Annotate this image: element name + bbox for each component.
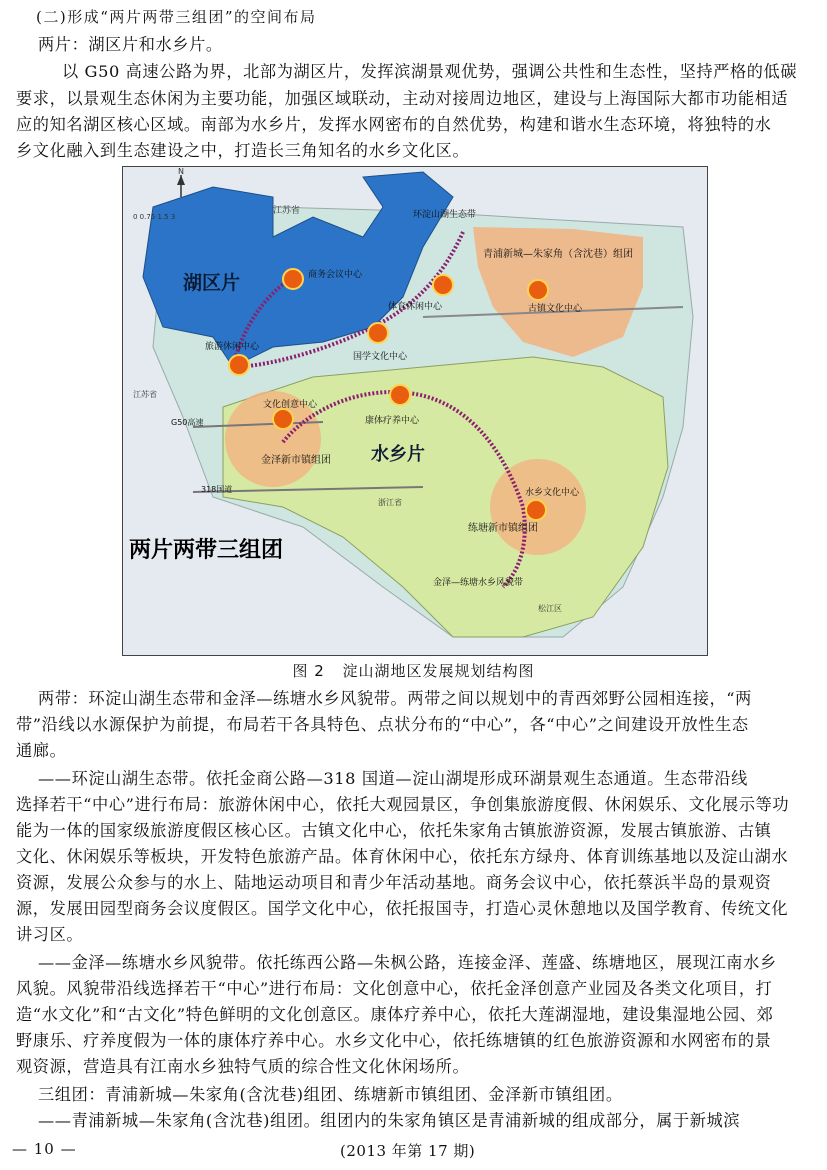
issue-label: (2013 年第 17 期)	[340, 1142, 476, 1160]
center-health	[390, 385, 410, 405]
paragraph-line: 两带：环淀山湖生态带和金泽—练塘水乡风貌带。两带之间以规划中的青西郊野公园相连接，“两	[38, 689, 752, 708]
jinze-group-label: 金泽新市镇组团	[261, 455, 331, 466]
paragraph-line: 能为一体的国家级旅游度假区核心区。古镇文化中心，依托朱家角古镇旅游资源，发展古镇旅游、古镇	[16, 821, 772, 840]
creative-center-label: 文化创意中心	[263, 400, 318, 410]
paragraph-line: 观资源，营造具有江南水乡独特气质的综合性文化休闲场所。	[16, 1057, 470, 1076]
center-creative	[273, 409, 293, 429]
paragraph-line: 乡文化融入到生态建设之中，打造长三角知名的水乡文化区。	[16, 141, 470, 160]
paragraph-line: 风貌。风貌带沿线选择若干“中心”进行布局：文化创意中心，依托金泽创意产业园及各类文化项目，打	[16, 979, 773, 998]
center-watertown	[526, 500, 546, 520]
paragraph-line: 通廊。	[16, 741, 67, 760]
paragraph-line: 两片：湖区片和水乡片。	[38, 35, 223, 54]
songjiang-label: 松江区	[538, 604, 562, 613]
paragraph-line: ——金泽—练塘水乡风貌带。依托练西公路—朱枫公路，连接金泽、莲盛、练塘地区，展现江南水乡	[38, 953, 777, 972]
center-sports	[433, 275, 453, 295]
jiangsu-label-side: 江苏省	[133, 390, 157, 399]
paragraph-line: 以 G50 高速公路为界，北部为湖区片，发挥滨湖景观优势，强调公共性和生态性，坚持严格的低碳	[62, 62, 798, 81]
liantang-group-label: 练塘新市镇组团	[468, 523, 538, 534]
section-heading: (二)形成“两片两带三组团”的空间布局	[36, 8, 317, 26]
zhejiang-label: 浙江省	[378, 498, 402, 507]
tourism-center-label: 旅游休闲中心	[205, 342, 260, 352]
center-tourism	[229, 355, 249, 375]
paragraph-line: 要求，以景观生态休闲为主要功能，加强区域联动，主动对接周边地区，建设与上海国际大都市功能相适	[16, 89, 789, 108]
g318-label: 318国道	[201, 485, 233, 494]
paragraph-line: ——环淀山湖生态带。依托金商公路—318 国道—淀山湖堤形成环湖景观生态通道。生态带沿线	[38, 769, 748, 788]
paragraph-line: 文化、休闲娱乐等板块，开发特色旅游产品。体育休闲中心，依托东方绿舟、体育训练基地以及淀山湖水	[16, 847, 789, 866]
health-center-label: 康体疗养中心	[365, 416, 420, 426]
guoxue-center-label: 国学文化中心	[353, 352, 408, 362]
paragraph-line: ——青浦新城—朱家角(含沈巷)组团。组团内的朱家角镇区是青浦新城的组成部分，属于新城滨	[38, 1111, 741, 1130]
caption-title: 淀山湖地区发展规划结构图	[342, 662, 535, 680]
center-oldtown	[528, 280, 548, 300]
planning-map-figure	[122, 166, 708, 656]
water-zone-label: 水乡片	[371, 444, 425, 465]
qingpu-group-label: 青浦新城—朱家角（含沈巷）组团	[483, 249, 633, 260]
scale-bar-label: 0 0.75 1.5 3	[133, 213, 176, 221]
center-business	[283, 269, 303, 289]
paragraph-line: 应的知名湖区核心区域。南部为水乡片，发挥水网密布的自然优势，构建和谐水生态环境，将独特的水	[16, 115, 772, 134]
map-title: 两片两带三组团	[129, 538, 284, 563]
paragraph-line: 三组团：青浦新城—朱家角(含沈巷)组团、练塘新市镇组团、金泽新市镇组团。	[38, 1085, 623, 1104]
business-center-label: 商务会议中心	[308, 270, 363, 280]
water-belt-label: 金泽—练塘水乡风貌带	[433, 578, 524, 588]
lake-zone-label: 湖区片	[183, 272, 241, 294]
paragraph-line: 资源，发展公众参与的水上、陆地运动项目和青少年活动基地。商务会议中心，依托蔡浜半岛的景观资	[16, 873, 772, 892]
page-number: — 10 —	[12, 1140, 77, 1158]
oldtown-center-label: 古镇文化中心	[528, 304, 583, 314]
paragraph-line: 源，发展田园型商务会议度假区。国学文化中心，依托报国寺，打造心灵休憩地以及国学教育、传统文化	[16, 899, 789, 918]
paragraph-line: 带”沿线以水源保护为前提，布局若干各具特色、点状分布的“中心”，各“中心”之间建设开放性生态	[16, 715, 749, 734]
eco-belt-label: 环淀山湖生态带	[413, 210, 477, 220]
paragraph-line: 造“水文化”和“古文化”特色鲜明的文化创意区。康体疗养中心，依托大莲湖湿地，建设集湿地公园、郊	[16, 1005, 774, 1024]
sports-center-label: 体育休闲中心	[388, 302, 443, 312]
center-guoxue	[368, 323, 388, 343]
paragraph-line: 选择若干“中心”进行布局：旅游休闲中心，依托大观园景区，争创集旅游度假、休闲娱乐、文化展示等功	[16, 795, 790, 814]
figure-caption	[0, 660, 827, 681]
planning-map	[123, 167, 707, 655]
paragraph-line: 讲习区。	[16, 925, 84, 944]
caption-figure-number: 图 2	[292, 662, 325, 680]
svg-text:N: N	[178, 167, 184, 176]
watertown-center-label: 水乡文化中心	[525, 488, 580, 498]
jiangsu-label-top: 江苏省	[273, 206, 301, 216]
paragraph-line: 野康乐、疗养度假为一体的康体疗养中心。水乡文化中心，依托练塘镇的红色旅游资源和水网密布的景	[16, 1031, 772, 1050]
g50-label: G50高速	[171, 418, 204, 427]
